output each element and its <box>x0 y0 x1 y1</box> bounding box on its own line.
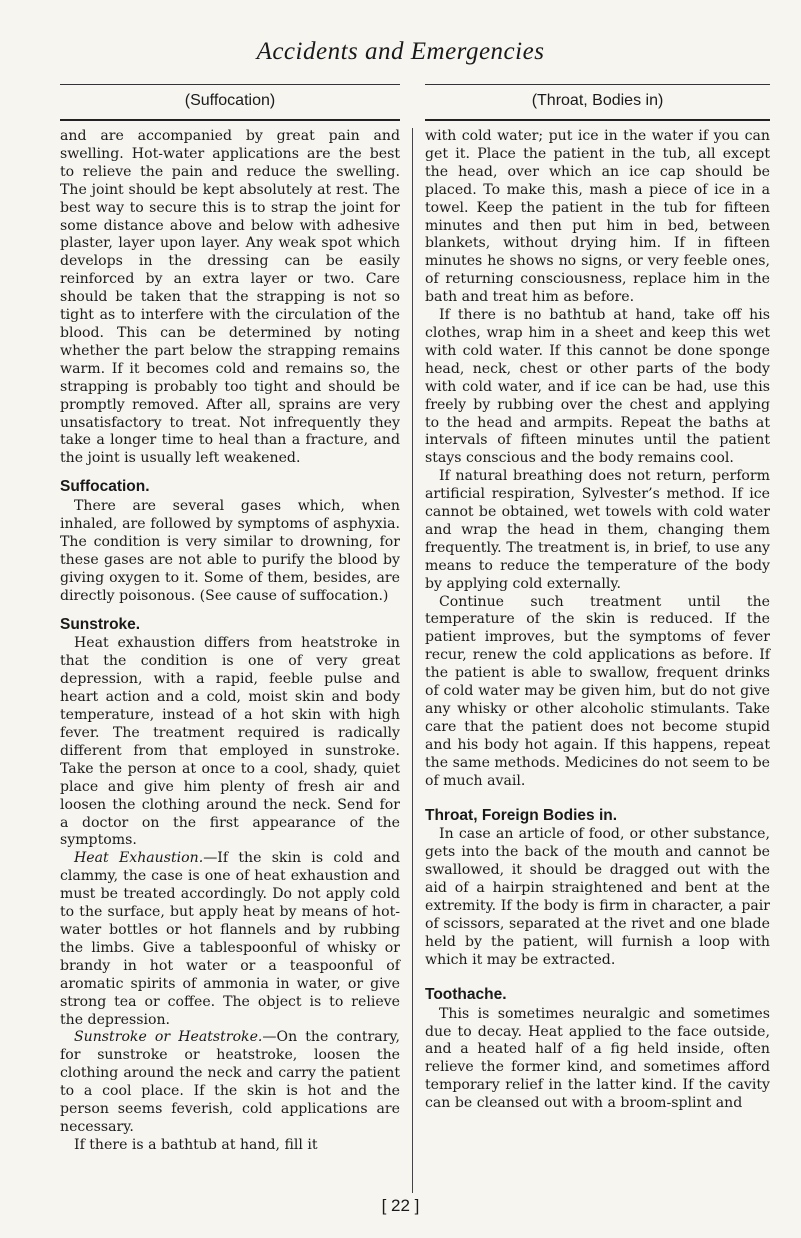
header-rule-right <box>425 119 770 121</box>
sunstroke-paragraph: Heat exhaustion differs from heatstroke in that the condition is one of very great depression, with a rapid, feeble pulse and heart action and a cold, moist skin and body temperature, instead of a hot skin with high fever. The treatment required is radically different from that employed in sunstroke. Take the person at once to a cool, shady, quiet place and give him plenty of fresh air and loosen the clothing around the neck. Send for a doctor on the first appearance of the symptoms. <box>60 635 400 849</box>
heat-exhaustion-text: —If the skin is cold and clammy, the case is one of heat exhaustion and must be treated accordingly. Do not apply cold to the surface, but apply heat by means of hot-water bottles or hot flannels and by rubbing the limbs. Give a tablespoonful of whisky or brandy in hot water or a teaspoonful of aromatic spirits of ammonia in water, or give strong tea or coffee. The object is to relieve the depression. <box>60 850 400 1028</box>
column-divider <box>412 128 413 1193</box>
sunstroke-heatstroke-text: —On the contrary, for sunstroke or heatstroke, loosen the clothing around the neck and carry the patient to a cool place. If the skin is hot and the person seems feverish, cold applications are necessary. <box>60 1029 400 1135</box>
sprain-paragraph: and are accompanied by great pain and swelling. Hot-water applications are the best to relieve the pain and reduce the swelling. The joint should be kept absolutely at rest. The best way to secure this is to strap the joint for some distance above and below with adhesive plaster, layer upon layer. Any weak spot which develops in the dressing can be easily reinforced by an extra layer or two. Care should be taken that the strapping is not so tight as to interfere with the circulation of the blood. This can be determined by noting whether the part below the strapping remains warm. If it becomes cold and remains so, the strapping is probably too tight and should be promptly removed. After all, sprains are very unsatisfactory to treat. Not infrequently they take a longer time to heal than a fracture, and the joint is usually left weakened. <box>60 128 400 467</box>
heat-exhaustion-label: Heat Exhaustion. <box>74 850 204 867</box>
left-column <box>60 128 400 1155</box>
left-column-header: (Suffocation) <box>184 92 276 109</box>
heatstroke-paragraph <box>60 1029 400 1136</box>
right-column-header: (Throat, Bodies in) <box>531 92 664 109</box>
right-column <box>425 128 770 1113</box>
bathtub-line: If there is a bathtub at hand, fill it <box>74 1136 318 1153</box>
cold-water-paragraph: with cold water; put ice in the water if you can get it. Place the patient in the tub, all except the head, over which an ice cap should be placed. To make this, mash a piece of ice in a towel. Keep the patient in the tub for fifteen minutes and then put him in bed, between blankets, without drying him. If in fifteen minutes he shows no signs, or very feeble ones, of returning consciousness, replace him in the bath and treat him as before. <box>425 128 770 306</box>
page-number: [ 22 ] <box>381 1196 420 1215</box>
toothache-heading: Toothache. <box>425 985 507 1003</box>
header-rule-left <box>60 119 400 121</box>
running-title: Accidents and Emergencies <box>256 38 545 65</box>
top-rule-right <box>425 84 770 85</box>
suffocation-heading: Suffocation. <box>60 478 150 496</box>
top-rule-left <box>60 84 400 85</box>
continue-treatment-paragraph: Continue such treatment until the temperature of the skin is reduced. If the patient improves, but the symptoms of fever recur, renew the cold applications as before. If the patient is able to swallow, frequent drinks of cold water may be given him, but do not give any whisky or other alcoholic stimulants. Take care that the patient does not become stupid and his body hot again. If this happens, repeat the same methods. Medicines do not seem to be of much avail. <box>425 593 770 789</box>
artificial-respiration-paragraph: If natural breathing does not return, perform artificial respiration, Sylvester’s method. If ice cannot be obtained, wet towels with cold water and wrap the head in them, changing them frequently. The treatment is, in brief, to use any means to reduce the temperature of the body by applying cold externally. <box>425 468 770 592</box>
heat-exhaustion-paragraph <box>60 850 400 1029</box>
sunstroke-heading: Sunstroke. <box>60 615 141 633</box>
throat-paragraph: In case an article of food, or other substance, gets into the back of the mouth and cannot be swallowed, it should be dragged out with the aid of a hairpin straightened and bent at the extremity. If the body is firm in character, a pair of scissors, separated at the rivet and one blade held by the patient, will furnish a loop with which it may be extracted. <box>425 826 770 968</box>
no-bathtub-paragraph: If there is no bathtub at hand, take off his clothes, wrap him in a sheet and keep this wet with cold water. If this cannot be done sponge head, neck, chest or other parts of the body with cold water, and if ice can be had, use this freely by rubbing over the chest and applying to the head and armpits. Repeat the baths at intervals of fifteen minutes until the patient stays conscious and the body remains cool. <box>425 307 770 467</box>
suffocation-paragraph: There are several gases which, when inhaled, are followed by symptoms of asphyxia. The condition is very similar to drowning, for these gases are not able to purify the blood by giving oxygen to it. Some of them, besides, are directly poisonous. (See cause of suffocation.) <box>60 498 400 604</box>
throat-heading: Throat, Foreign Bodies in. <box>425 806 618 824</box>
toothache-paragraph: This is sometimes neuralgic and sometimes due to decay. Heat applied to the face outside, and a heated half of a fig held inside, often relieve the former kind, and sometimes afford temporary relief in the latter kind. If the cavity can be cleansed out with a broom-splint and <box>425 1005 770 1112</box>
sunstroke-heatstroke-label: Sunstroke or Heatstroke. <box>74 1029 263 1046</box>
